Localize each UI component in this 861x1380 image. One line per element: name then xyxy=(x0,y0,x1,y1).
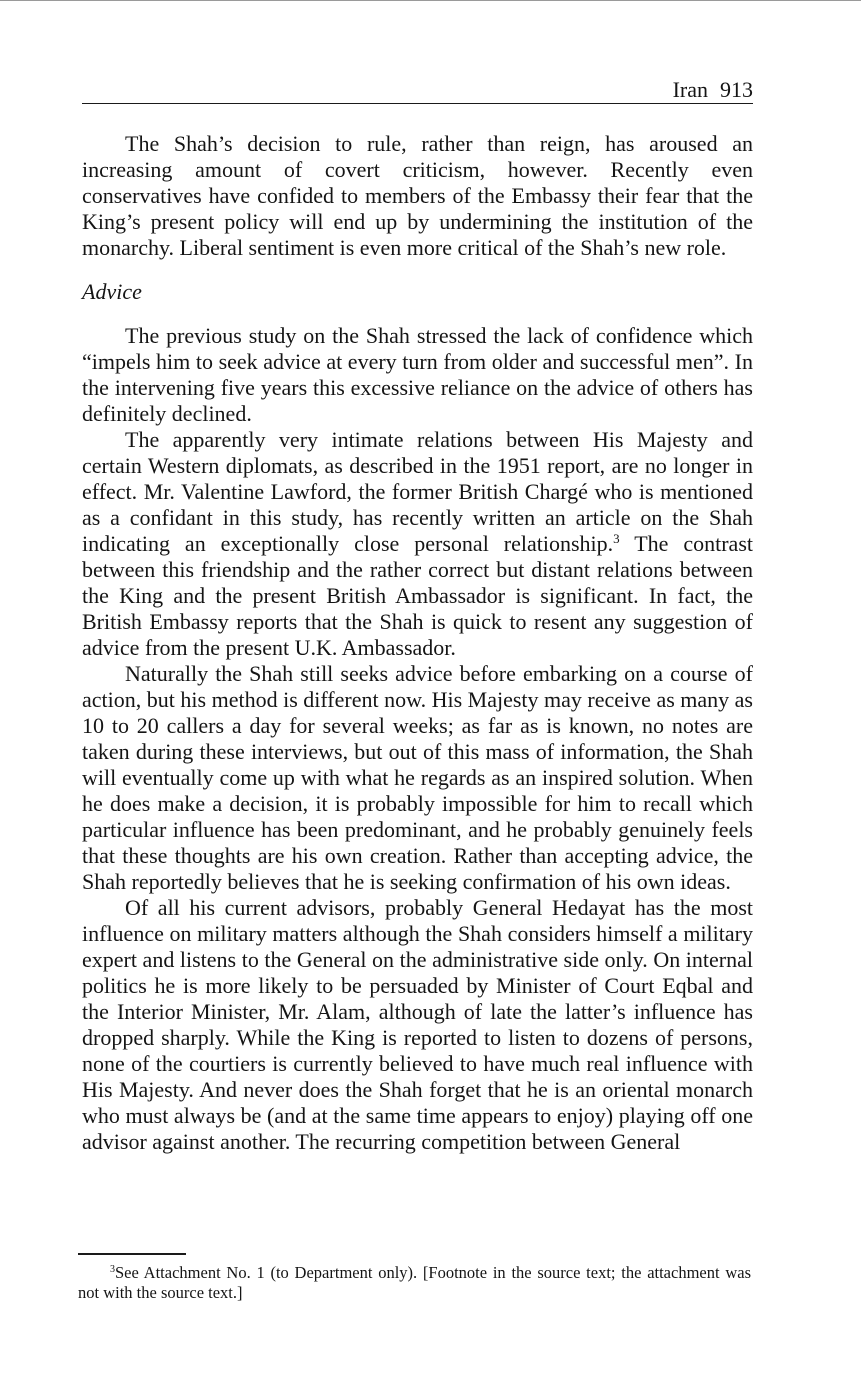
footnote-text: See Attachment No. 1 (to Department only). [Footnote in the source text; the attachment was not with the source text.] xyxy=(78,1263,751,1302)
footnote-marker: 3 xyxy=(110,1264,115,1275)
running-title: Iran xyxy=(672,77,708,102)
paragraph-3-part-1: The apparently very intimate relations between His Majesty and certain Western diplomats, as described in the 1951 report, are no longer in effect. Mr. Valentine Lawford, the former British Chargé who is mentioned as a confidant in this study, has recently written an article on the Shah indicating an exceptionally close personal relationship. xyxy=(82,427,753,556)
page-top-edge xyxy=(0,0,861,1)
page-number: 913 xyxy=(720,77,753,102)
paragraph-3 xyxy=(82,427,753,661)
paragraph-spacer xyxy=(82,261,753,279)
footnote-reference: 3 xyxy=(613,531,620,546)
body-text xyxy=(82,131,753,1155)
section-heading: Advice xyxy=(82,279,142,304)
running-header xyxy=(82,76,753,104)
paragraph-5: Of all his current advisors, probably General Hedayat has the most influence on military matters although the Shah considers himself a military expert and listens to the General on the administrative side only. On internal politics he is more likely to be persuaded by Minister of Court Eqbal and the Interior Minister, Mr. Alam, although of late the latter’s influence has dropped sharply. While the King is reported to listen to dozens of persons, none of the courtiers is currently believed to have much real influence with His Majesty. And never does the Shah forget that he is an oriental monarch who must always be (and at the same time appears to enjoy) playing off one advisor against another. The recurring competition between General xyxy=(82,895,753,1154)
paragraph-2: The previous study on the Shah stressed the lack of confidence which “impels him to seek advice at every turn from older and successful men”. In the intervening five years this excessive reliance on the advice of others has definitely declined. xyxy=(82,323,753,426)
paragraph-3-part-2: The contrast between this friendship and the rather correct but distant relations between the King and the present British Ambassador is significant. In fact, the British Embassy reports that the Shah is quick to resent any suggestion of advice from the present U.K. Ambassador. xyxy=(82,531,753,660)
footnote xyxy=(78,1263,751,1303)
footnote-rule xyxy=(78,1253,186,1255)
paragraph-4: Naturally the Shah still seeks advice before embarking on a course of action, but his method is different now. His Majesty may receive as many as 10 to 20 callers a day for several weeks; as far as is known, no notes are taken during these interviews, but out of this mass of information, the Shah will eventually come up with what he regards as an inspired solution. When he does make a decision, it is probably impossible for him to recall which particular influence has been predominant, and he probably genuinely feels that these thoughts are his own creation. Rather than accepting advice, the Shah reportedly believes that he is seeking confirmation of his own ideas. xyxy=(82,661,753,894)
paragraph-1: The Shah’s decision to rule, rather than reign, has aroused an increasing amount of covert criticism, however. Recently even conservatives have confided to members of the Embassy their fear that the King’s present policy will end up by undermining the institution of the monarchy. Liberal sentiment is even more critical of the Shah’s new role. xyxy=(82,131,753,260)
